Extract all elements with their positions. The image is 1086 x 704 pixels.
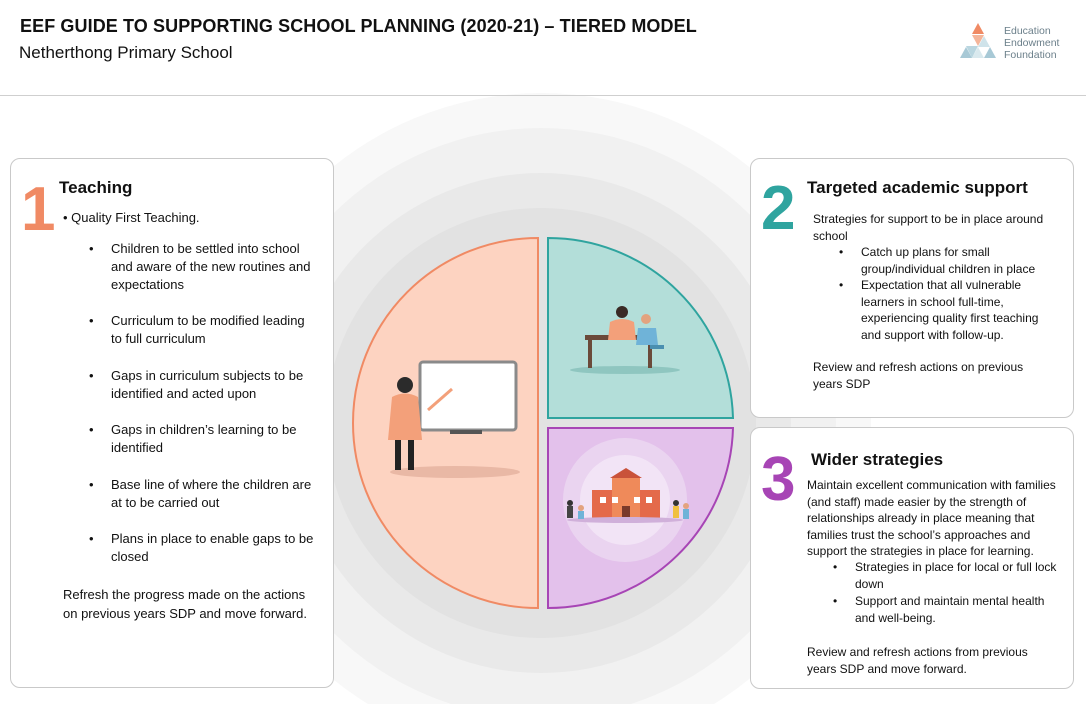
tier2-bullet-2: Expectation that all vulnerable learners in school full-time, experiencing quality first teaching and support with follow-up.: [861, 278, 1039, 342]
tier1-bullet-1: Children to be settled into school and aware of the new routines and expectations: [111, 241, 311, 292]
tier3-bullet-2: Support and maintain mental health and well-being.: [855, 594, 1045, 625]
tier2-title: Targeted academic support: [807, 178, 1028, 197]
bullet-dot: •: [89, 422, 94, 437]
tier3-footer: Review and refresh actions from previous years SDP and move forward.: [807, 645, 1028, 676]
tier1-footer: Refresh the progress made on the actions on previous years SDP and move forward.: [63, 587, 307, 621]
tier3-bullet-1: Strategies in place for local or full lock down: [855, 560, 1057, 591]
tier1-lead: • Quality First Teaching.: [63, 210, 200, 225]
bullet-dot: •: [833, 594, 838, 608]
tier1-bullet-4: Gaps in children’s learning to be identified: [111, 422, 297, 455]
tier1-bullet-3: Gaps in curriculum subjects to be identified and acted upon: [111, 368, 304, 401]
school-name: Netherthong Primary School: [19, 43, 233, 62]
tier2-footer: Review and refresh actions on previous years SDP: [813, 360, 1024, 391]
tier3-title: Wider strategies: [811, 450, 944, 469]
logo-line-3: Foundation: [1004, 49, 1057, 61]
tier1-bullet-5: Base line of where the children are at to be carried out: [111, 477, 312, 510]
tier3-intro: Maintain excellent communication with families (and staff) made easier by the strength of relationships already in place meaning that families trust the school’s approaches and support the strategies in place for learning.: [807, 478, 1056, 558]
tier2-intro: Strategies for support to be in place around school: [813, 212, 1044, 243]
logo-line-2: Endowment: [1004, 37, 1060, 49]
tier1-bullet-2: Curriculum to be modified leading to full curriculum: [111, 313, 305, 346]
tier1-number: 1: [21, 175, 56, 244]
tier1-title: Teaching: [59, 178, 133, 197]
bullet-dot: •: [89, 313, 94, 328]
bullet-dot: •: [89, 477, 94, 492]
tier2-bullet-1: Catch up plans for small group/individual children in place: [861, 245, 1036, 276]
page-title: EEF GUIDE TO SUPPORTING SCHOOL PLANNING (2020-21) – TIERED MODEL: [20, 16, 697, 36]
bullet-dot: •: [89, 531, 94, 546]
bullet-dot: •: [839, 245, 844, 259]
tier1-bullet-6: Plans in place to enable gaps to be closed: [111, 531, 314, 564]
logo-line-1: Education: [1004, 25, 1051, 37]
bullet-dot: •: [89, 368, 94, 383]
tier2-card: [750, 158, 1074, 418]
bullet-dot: •: [833, 560, 838, 574]
tier2-number: 2: [761, 174, 796, 243]
tier1-card: [10, 158, 334, 688]
bullet-dot: •: [89, 241, 94, 256]
tier3-card: [750, 427, 1074, 689]
bullet-dot: •: [839, 278, 844, 292]
tier3-number: 3: [761, 445, 796, 514]
